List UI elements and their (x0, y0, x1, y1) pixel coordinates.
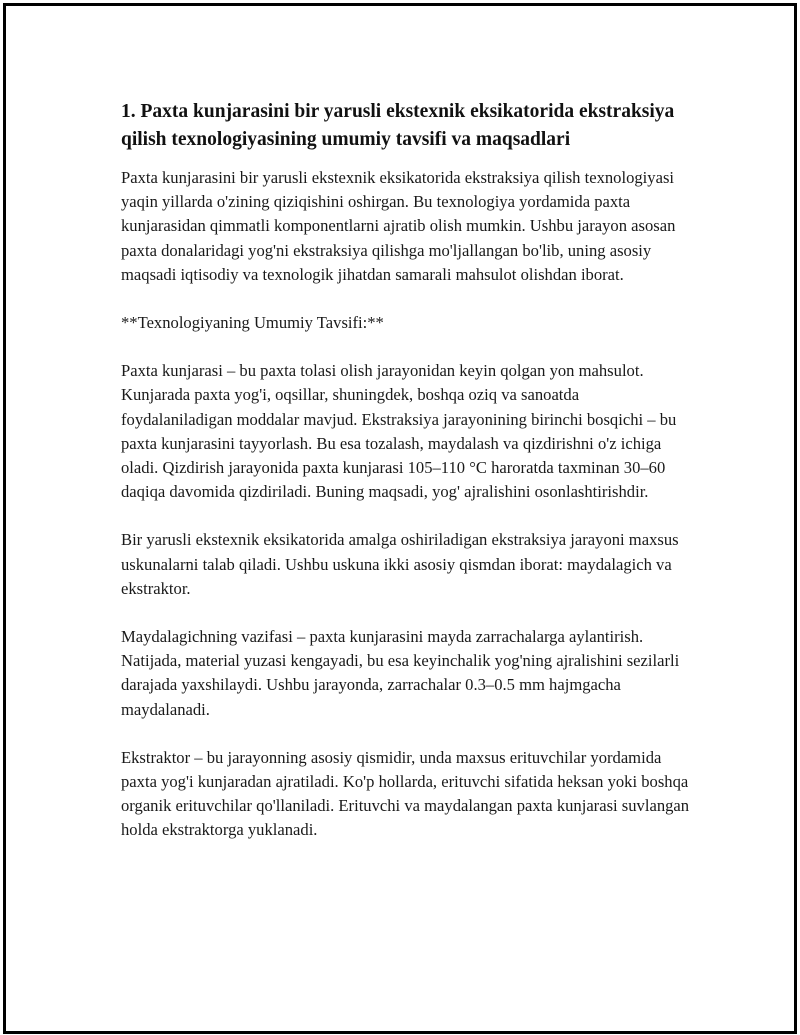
paragraph-equipment: Bir yarusli ekstexnik eksikatorida amalga oshiriladigan ekstraksiya jarayoni maxsus uskunalarni talab qiladi. Ushbu uskuna ikki asosiy qismdan iborat: maydalagich va ekstraktor. (121, 530, 679, 598)
section-heading: 1. Paxta kunjarasini bir yarusli ekstexnik eksikatorida ekstraksiya qilish texnologiyasining umumiy tavsifi va maqsadlari (121, 101, 675, 150)
paragraph-subheading: **Texnologiyaning Umumiy Tavsifi:** (121, 313, 384, 333)
paragraph-intro: Paxta kunjarasini bir yarusli ekstexnik eksikatorida ekstraksiya qilish texnologiyasi yaqin yillarda o'zining qiziqishini oshirgan. Bu texnologiya yordamida paxta kunjarasidan qimmatli komponentlarni ajratib olish mumkin. Ushbu jarayon asosan paxta donalaridagi yog'ni ekstraksiya qilishga mo'ljallangan bo'lib, uning asosiy maqsadi iqtisodiy va texnologik jihatdan samarali mahsulot olishdan iborat. (121, 168, 676, 284)
paragraph-grinder: Maydalagichning vazifasi – paxta kunjarasini mayda zarrachalarga aylantirish. Natijada, material yuzasi kengayadi, bu esa keyinchalik yog'ning ajralishini sezilarli darajada yaxshilaydi. Ushbu jarayonda, zarrachalar 0.3–0.5 mm hajmgacha maydalanadi. (121, 627, 680, 719)
paragraph-extractor: Ekstraktor – bu jarayonning asosiy qismidir, unda maxsus erituvchilar yordamida paxta yog'i kunjaradan ajratiladi. Ko'p hollarda, erituvchi sifatida heksan yoki boshqa organik erituvchilar qo'llaniladi. Erituvchi va maydalangan paxta kunjarasi suvlangan holda ekstraktorga yuklanadi. (121, 747, 690, 840)
document-body (121, 98, 691, 867)
page-frame (3, 3, 797, 1034)
paragraph-kunjara-description: Paxta kunjarasi – bu paxta tolasi olish jarayonidan keyin qolgan yon mahsulot. Kunjarada paxta yog'i, oqsillar, shuningdek, boshqa oziq va sanoatda foydalaniladigan moddalar mavjud. Ekstraksiya jarayonining birinchi bosqichi – bu paxta kunjarasini tayyorlash. Bu esa tozalash, maydalash va qizdirishni o'z ichiga oladi. Qizdirish jarayonida paxta kunjarasi 105–110 °C haroratda taxminan 30–60 daqiqa davomida qizdiriladi. Buning maqsadi, yog' ajralishini osonlashtirishdir. (121, 361, 677, 502)
